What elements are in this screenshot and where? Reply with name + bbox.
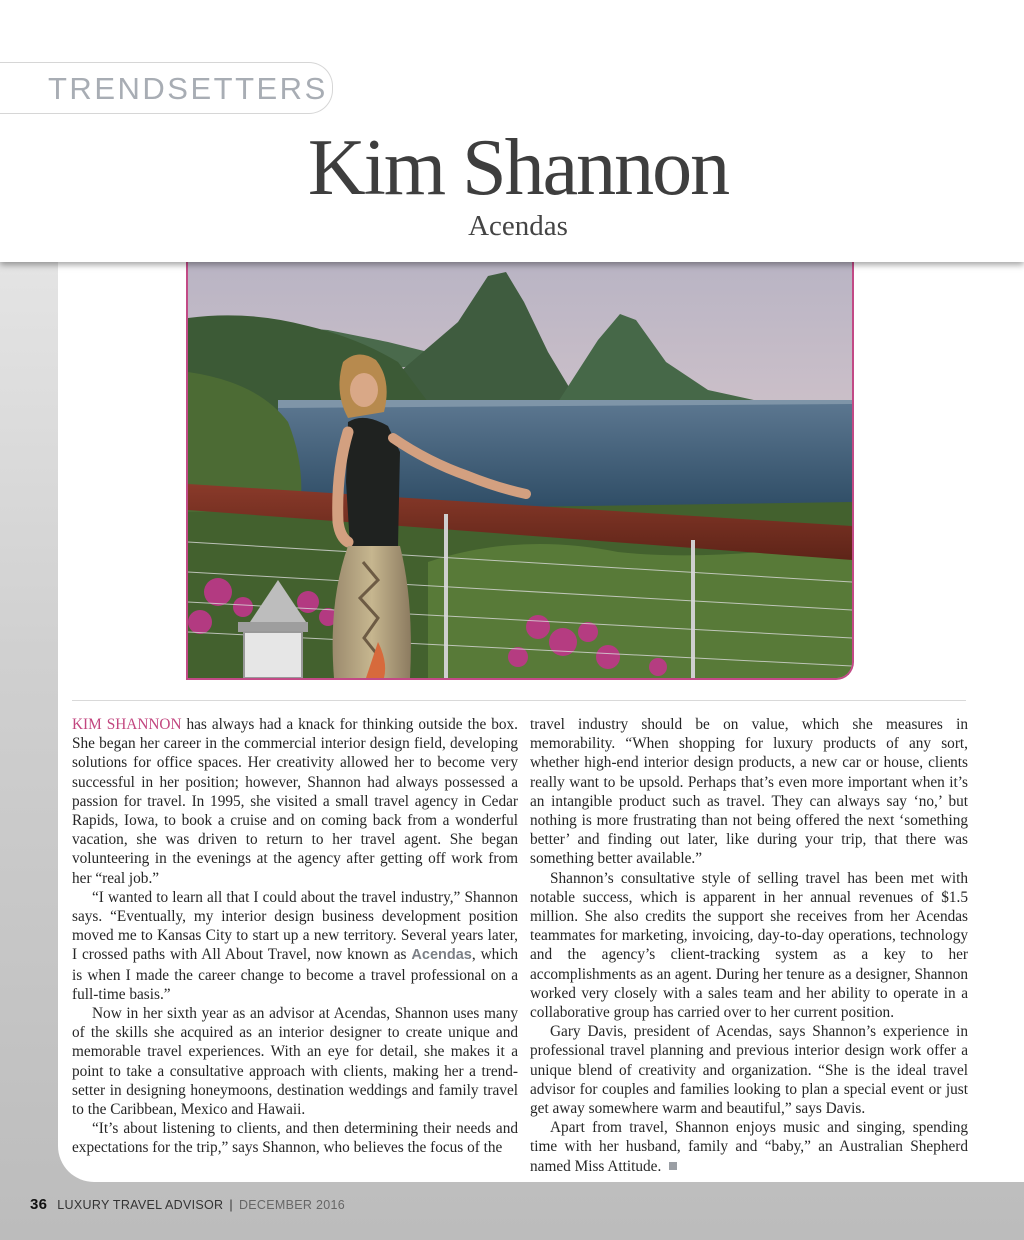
page-title: Kim Shannon (307, 124, 729, 212)
agency-name: Acendas (411, 947, 472, 964)
paragraph: “It’s about listening to clients, and then determining their needs and expectations for the trip,” says Shannon, who believes the focus of the (72, 1120, 518, 1157)
paragraph-text: has always had a knack for thinking outside the box. She began her career in the commercial interior design field, developing solutions for office spaces. Her creativity allowed her to become very successful in her position; however, Shannon had always possessed a passion for travel. In 1995, she visited a small travel agency in Cedar Rapids, Iowa, to book a cruise and on coming back from a wonderful vacation, she was driven to return to her travel agent. She began volunteering in the evenings at the agency after getting off work from her “real job.” (72, 716, 519, 887)
divider (72, 700, 966, 701)
feature-photo (186, 262, 854, 680)
page-footer (30, 1196, 345, 1213)
issue-date: DECEMBER 2016 (238, 1198, 345, 1212)
paragraph (530, 1118, 968, 1176)
publication-name: LUXURY TRAVEL ADVISOR (57, 1198, 224, 1212)
paragraph: travel industry should be on value, which she measures in memorability. “When shopping for luxury products of any sort, whether high-end interior design products, a new car or house, clients really want to be upsold. Perhaps that’s even more important when it’s an intangible product such as travel. They can always say ‘no,’ but nothing is more frustrating than not being offered the next ‘something better’ and finding out later, like during your trip, that there was something better available.” (530, 716, 968, 868)
paragraph-text: , which is when I made the career change to become a travel professional on a full-time basis.” (72, 946, 518, 1003)
page-number: 36 (30, 1196, 48, 1213)
page-header (0, 0, 1024, 262)
paragraph (72, 888, 518, 1004)
paragraph (72, 715, 518, 888)
lead-in: KIM SHANNON (72, 716, 182, 733)
end-mark-icon (669, 1162, 677, 1170)
article-column-left (72, 715, 518, 1158)
paragraph: Now in her sixth year as an advisor at Acendas, Shannon uses many of the skills she acquired as an interior designer to create unique and memorable travel experiences. With an eye for detail, she makes it a point to take a consultative approach with clients, making her a trend-setter in designing honeymoons, destination weddings and family travel to the Caribbean, Mexico and Hawaii. (72, 1005, 518, 1119)
paragraph: Gary Davis, president of Acendas, says Shannon’s experience in professional travel planning and previous interior design work offer a unique blend of creativity and organization. “She is the ideal travel advisor for couples and families looking to plan a special event or just get away somewhere warm and beautiful,” says Davis. (530, 1023, 968, 1118)
paragraph-text: Apart from travel, Shannon enjoys music and singing, spending time with her husband, family and “baby,” an Australian Shepherd named Miss Attitude. (530, 1119, 968, 1175)
photo-woman-at-railing-icon (188, 262, 852, 678)
footer-separator: | (229, 1198, 233, 1212)
page-subtitle: Acendas (468, 210, 568, 242)
paragraph-text: “I wanted to learn all that I could about the travel industry,” Shannon says. “Eventually, my interior design business development position moved me to Kansas City to start up a new territory. Several years later, I crossed paths with All About Travel, now known as (72, 888, 518, 964)
paragraph: Shannon’s consultative style of selling travel has been met with notable success, which is apparent in her annual revenues of $1.5 million. She also credits the support she receives from her Acendas teammates for marketing, invoicing, day-to-day operations, technology and the agency’s client-tracking system as a key to her accomplishments as an agent. During her tenure as a designer, Shannon worked very closely with a sales team and her ability to operate in a collaborative group has carried over to her current position. (530, 869, 968, 1022)
article-column-right (530, 715, 968, 1176)
section-label: TRENDSETTERS (48, 71, 328, 106)
